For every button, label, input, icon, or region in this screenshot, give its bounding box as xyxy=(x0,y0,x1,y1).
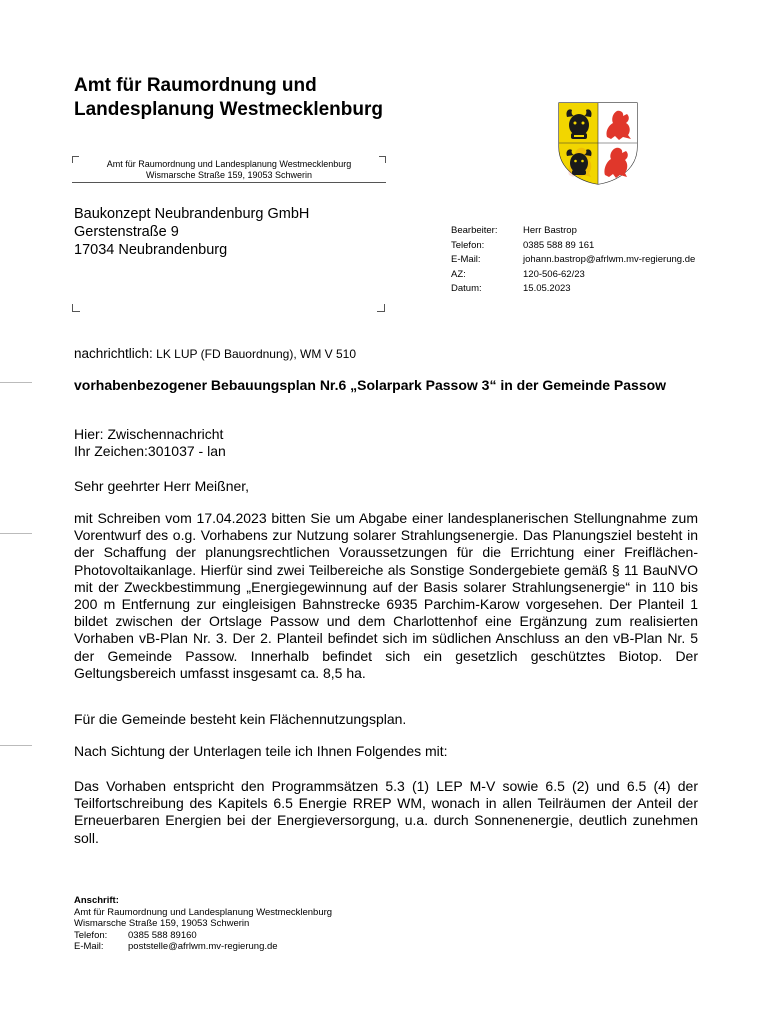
footer-phone-row xyxy=(74,930,332,942)
info-label: AZ: xyxy=(451,268,466,280)
reference-line-1: Hier: Zwischennachricht xyxy=(74,426,224,442)
info-label: Datum: xyxy=(451,283,482,294)
salutation: Sehr geehrter Herr Meißner, xyxy=(74,478,250,494)
letterhead-title xyxy=(74,74,383,122)
body-paragraph-4: Das Vorhaben entspricht den Programmsätzen 5.3 (1) LEP M-V sowie 6.5 (2) und 6.5 (4) der Teilfortschreibung des Kapitels 6.5 Energie RREP WM, wonach in allen Teilräumen der Anteil der Erneuerbaren Energien bei der Energieversorgung, u.a. durch Sonnenenergie, deutlich zunehmen soll. xyxy=(74,778,698,846)
footer-line-2: Wismarsche Straße 159, 19053 Schwerin xyxy=(74,918,250,929)
sender-line-1: Amt für Raumordnung und Landesplanung Westmecklenburg xyxy=(106,159,352,169)
cc-label: nachrichtlich: xyxy=(74,346,153,361)
info-value: 0385 588 89 161 xyxy=(523,239,595,251)
info-row-phone xyxy=(451,239,695,254)
body-paragraph-3: Nach Sichtung der Unterlagen teile ich Ihnen Folgendes mit: xyxy=(74,743,448,759)
info-label: Telefon: xyxy=(451,239,485,251)
info-value[interactable]: johann.bastrop@afrlwm.mv-regierung.de xyxy=(523,254,696,265)
fold-mark xyxy=(0,533,32,534)
info-row-handler xyxy=(451,224,695,239)
coat-of-arms-icon xyxy=(557,101,639,185)
body-paragraph-2: Für die Gemeinde besteht kein Flächennutzungsplan. xyxy=(74,711,407,727)
footer-phone: 0385 588 89160 xyxy=(128,929,197,941)
info-row-file-number xyxy=(451,268,695,283)
sender-address-line xyxy=(72,156,386,183)
sender-line-2: Wismarsche Straße 159, 19053 Schwerin xyxy=(145,170,313,180)
cc-text: LK LUP (FD Bauordnung), WM V 510 xyxy=(156,347,357,361)
reference-block xyxy=(74,426,226,460)
letterhead-title-line2: Landesplanung Westmecklenburg xyxy=(74,99,383,120)
info-value: 15.05.2023 xyxy=(523,283,571,294)
window-corner-bottom-left xyxy=(72,304,80,312)
contact-info-block xyxy=(451,224,695,297)
info-value: Herr Bastrop xyxy=(523,225,577,236)
footer-heading: Anschrift: xyxy=(74,895,119,906)
fold-mark xyxy=(0,745,32,746)
window-corner-top-right xyxy=(379,156,386,163)
body-paragraph-1: mit Schreiben vom 17.04.2023 bitten Sie um Abgabe einer landesplanerischen Stellungnahme zum Vorentwurf des o.g. Vorhabens zur Nutzung solarer Strahlungsenergie. Das Planungsziel besteht in der Schaffung der planungsrechtlichen Voraussetzungen für die Errichtung einer Freiflächen-Photovoltaikanlage. Hierfür sind zwei Teilbereiche als Sonstige Sondergebiete gemäß § 11 BauNVO mit der Zweckbestimmung „Energiegewinnung auf der Basis solarer Strahlungsenergie“ in 110 bis 200 m Entfernung zur eingleisigen Bahnstrecke 6935 Parchim-Karow vorgesehen. Der Planteil 1 bildet zwischen der Ortslage Passow und dem Charlottenhof eine Ergänzung zum realisierten Vorhaben vB-Plan Nr. 3. Der 2. Planteil befindet sich im südlichen Anschluss an den vB-Plan Nr. 5 der Gemeinde Passow. Innerhalb befindet sich ein gesetzlich geschütztes Biotop. Der Geltungsbereich umfasst insgesamt ca. 8,5 ha. xyxy=(74,510,698,681)
window-corner-bottom-right xyxy=(377,304,385,312)
info-row-date xyxy=(451,282,695,297)
footer-address xyxy=(74,895,332,953)
reference-line-2: Ihr Zeichen:301037 - lan xyxy=(74,443,226,459)
info-row-email xyxy=(451,253,695,268)
info-label: E-Mail: xyxy=(451,254,481,265)
footer-email-label: E-Mail: xyxy=(74,941,104,952)
footer-line-1: Amt für Raumordnung und Landesplanung Westmecklenburg xyxy=(74,906,333,918)
info-value: 120-506-62/23 xyxy=(523,268,585,280)
recipient-address xyxy=(74,205,309,259)
info-label: Bearbeiter: xyxy=(451,225,498,236)
recipient-line-1: Baukonzept Neubrandenburg GmbH xyxy=(74,206,310,222)
recipient-line-3: 17034 Neubrandenburg xyxy=(74,242,228,258)
window-corner-top-left xyxy=(72,156,79,163)
fold-mark xyxy=(0,382,32,383)
subject-line: vorhabenbezogener Bebauungsplan Nr.6 „Solarpark Passow 3“ in der Gemeinde Passow xyxy=(74,377,667,393)
footer-email-row xyxy=(74,941,332,953)
footer-email[interactable]: poststelle@afrlwm.mv-regierung.de xyxy=(128,941,278,952)
cc-line xyxy=(74,346,356,361)
footer-phone-label: Telefon: xyxy=(74,929,108,941)
recipient-line-2: Gerstenstraße 9 xyxy=(74,224,179,240)
letterhead-title-line1: Amt für Raumordnung und xyxy=(74,75,317,96)
